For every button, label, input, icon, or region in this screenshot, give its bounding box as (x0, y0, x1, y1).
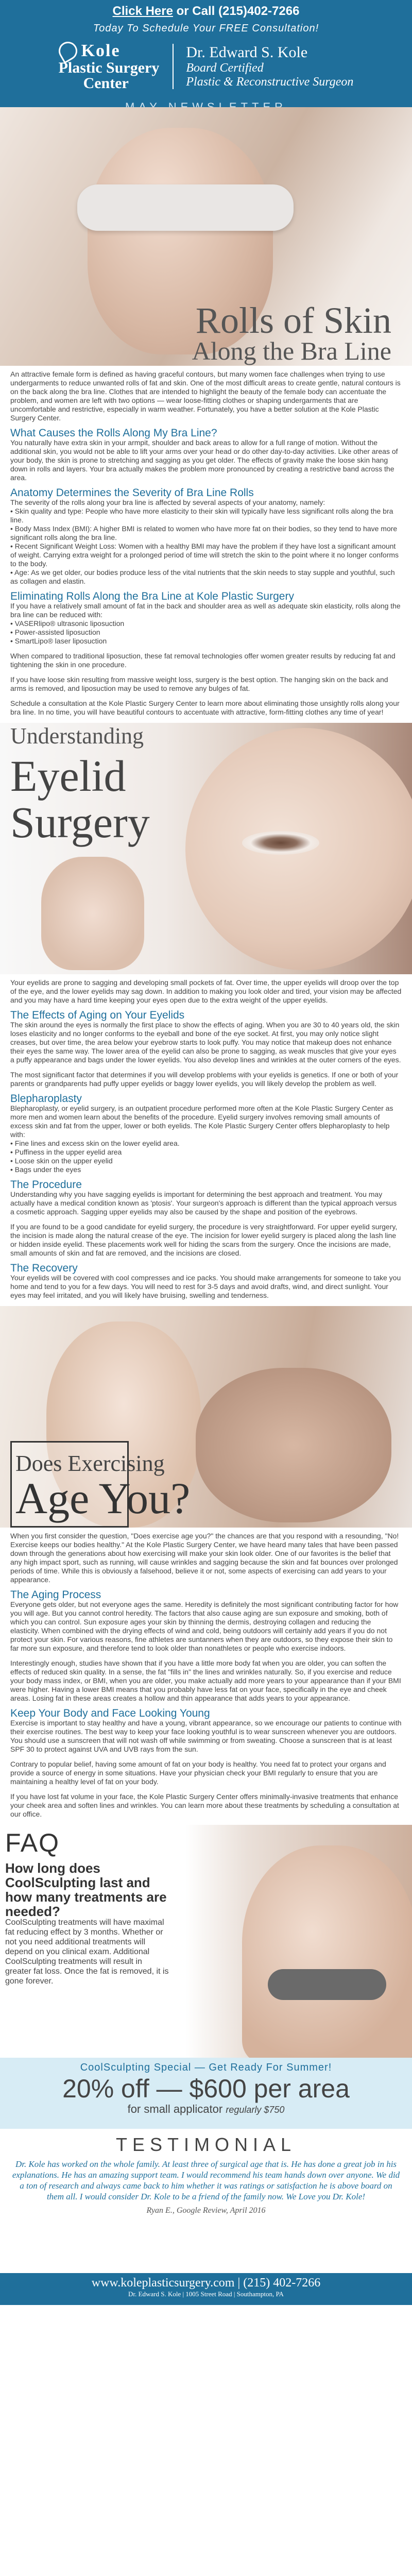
hero1-subtitle: Along the Bra Line (192, 336, 391, 365)
testimonial-heading: TESTIMONIAL (115, 2134, 297, 2155)
anatomy-list (10, 507, 402, 586)
hero3-title: Age You? (15, 1473, 191, 1523)
section-heading: Anatomy Determines the Severity of Bra Line Rolls (10, 487, 254, 499)
list-item: • Age: As we get older, our bodies produce less of the vital nutrients that the skin needs to stay supple and youthful, such as collagen and elastin. (10, 568, 402, 586)
article-paragraph: Schedule a consultation at the Kole Plastic Surgery Center to learn more about eliminating those unsightly rolls along your bra line. In no time, you will have beautiful contours to accentuate with attractive, form-fitting clothes any time of year! (10, 699, 400, 716)
doctor-specialty: Plastic & Reconstructive Surgeon (186, 75, 354, 89)
hero2-kicker: Understanding (10, 723, 144, 749)
header (0, 0, 412, 107)
bikini-woman-photo (242, 1845, 412, 2058)
faq-question: How long does CoolSculpting last and how many treatments are needed? (5, 1860, 167, 1919)
list-item: • Loose skin on the upper eyelid (10, 1157, 402, 1165)
faq-section (0, 1825, 412, 2058)
list-item: • SmartLipo® laser liposuction (10, 637, 402, 646)
treatment-list (10, 619, 402, 646)
article-paragraph: Your eyelids are prone to sagging and developing small pockets of fat. Over time, the upper eyelids will droop over the top of the eye, and the lower eyelids may sag down. In addition to making you look older and tired, your vision may be affected and you may have a hard time keeping your eyes open due to the extra weight of the upper eyelids. (10, 978, 402, 1004)
eye-photo (242, 831, 319, 855)
list-item: • Puffiness in the upper eyelid area (10, 1148, 402, 1157)
bra-line-hero-image (0, 107, 412, 366)
testimonial-quote: Dr. Kole has worked on the whole family. At least three of surgical age that is. He has done a great job in his explanations. He has an amazing support team. I would recommend his team hands down over anyone. We did a ton of research and always came back to him whether it was ratings or satisfaction he is above board on them all. I would consider Dr. Kole to be a friend of the family now. We Love you Dr. Kole! (12, 2159, 400, 2201)
list-item: • Power-assisted liposuction (10, 628, 402, 637)
footer (0, 2273, 412, 2305)
section-heading: The Recovery (10, 1262, 78, 1274)
article-paragraph: You naturally have extra skin in your armpit, shoulder and back areas to allow for a full range of motion. Without the additional skin, you would not be able to lift your arms over your head or do other day-to-day activities. Like other areas of your body, the skin is prone to stretching and sagging as you get older. The effects of gravity make the loose skin hang down in rolls and layers. Your bra actually makes the problem more pronounced by creating a restrictive band across the area. (10, 438, 398, 482)
article-paragraph: Everyone gets older, but not everyone ages the same. Heredity is definitely the most significant contributing factor for how you will age. But you cannot control heredity. The factors that also cause aging are sun exposure and smoking, both of which you can control. Sun exposure ages your skin by thinning the dermis, destroying collagen and reducing the elasticity. When combined with the drying effects of wind and cold, being outdoors will certainly add years if you do not protect your skin. For various reasons, fine athletes are suntanners when they are outdoors, so they expose their skin to far more sun exposure, and therefore tend to look older than nonathletes or people who exercise indoors. (10, 1600, 399, 1652)
promo-regular-price: regularly $750 (226, 2105, 285, 2115)
doctor-credentials (173, 44, 353, 89)
article-paragraph: Exercise is important to stay healthy and have a young, vibrant appearance, so we encourage our patients to continue with their exercise routines. The best way to keep your face looking youthful is to wear sunscreen whenever you are outdoors. You should use a sunscreen that will not wash off while swimming or from sweating. Choose a sunscreen that is at least SPF 30 to protect against UVA and UVB rays from the sun. (10, 1719, 402, 1753)
logo-line-3: Center (83, 75, 129, 92)
list-item: • Bags under the eyes (10, 1165, 402, 1174)
list-item: • Recent Significant Weight Loss: Women with a healthy BMI may have the problem if they have lost a significant amount of weight. Carrying extra weight for a prolonged period of time will stretch the skin to the point where it no longer conforms to the body. (10, 542, 402, 568)
article-paragraph: The most significant factor that determines if you will develop problems with your eyelids is genetics. If one or both of your parents or grandparents had puffy upper eyelids or baggy lower eyelids, you will likely develop the problem as well. (10, 1071, 399, 1088)
hero2-title-line-2: Surgery (10, 798, 150, 847)
blepharoplasty-list (10, 1139, 402, 1174)
call-to-action-line (0, 0, 412, 19)
promo-details (0, 2103, 412, 2116)
faq-title: FAQ (5, 1828, 60, 1857)
testimonial-section (0, 2129, 412, 2273)
logo (59, 42, 160, 91)
article-paragraph: Contrary to popular belief, having some amount of fat on your body is healthy. You need fat to protect your organs and provide a source of energy in some situations. Have your physician check your BMI regularly to ensure that you are maintaining a healthy level of fat on your body. (10, 1760, 386, 1786)
article-paragraph: An attractive female form is defined as having graceful contours, but many women face challenges when trying to use undergarments to reduce unwanted rolls of fat and skin. One of the most difficult areas to create gentle, natural contours is on the back along the bra line. Clothes that are intended to highlight the beauty of the female body can accentuate the problem, and women are left with two options — wear loose-fitting clothes or shaping undergarments that are uncomfortable and restrictive, especially in warm weather. Fortunately, you have a better solution at the Kole Plastic Surgery Center. (10, 370, 401, 422)
list-item: • Skin quality and type: People who have more elasticity to their skin will typically have less significant rolls along the bra line. (10, 507, 402, 524)
logo-line-2: Plastic Surgery (58, 59, 160, 76)
section-heading: What Causes the Rolls Along My Bra Line? (10, 427, 217, 439)
section-heading: The Effects of Aging on Your Eyelids (10, 1009, 185, 1021)
article-paragraph: If you have loose skin resulting from massive weight loss, surgery is the best option. The hanging skin on the back and arms is removed, and liposuction may be used to remove any bulges of fat. (10, 675, 388, 692)
exercising-woman-photo (196, 1368, 391, 1522)
section-heading: The Aging Process (10, 1589, 101, 1601)
coolsculpting-promo[interactable] (0, 2058, 412, 2129)
article-paragraph: When you first consider the question, "Does exercise age you?" the chances are that you respond with a resounding, "No! Exercise keeps our bodies healthy." At the Kole Plastic Surgery Center, we have heard many tales that have been passed down through the generations about how exercising will make your skin look older. One of our favorites is the belief that any high impact sport, such as running, will cause wrinkles and sagging because the skin and fat bounces over prolonged periods of time. While this is obviously a falsehood, believe it or not, some aspects of exercising can add years to your appearance. (10, 1532, 399, 1584)
faq-answer: CoolSculpting treatments will have maximal fat reducing effect by 3 months. Whether or not you need additional treatments will depend on you clinical exam. Additional CoolSculpting treatments will result in greater fat loss. Once the fat is removed, it is gone forever. (5, 1918, 169, 1986)
footer-website-phone[interactable]: www.koleplasticsurgery.com | (215) 402-7266 (91, 2276, 321, 2290)
hand-photo (41, 857, 144, 970)
bikini-photo (268, 1969, 386, 2000)
section-heading: Eliminating Rolls Along the Bra Line at Kole Plastic Surgery (10, 590, 294, 602)
footer-address: Dr. Edward S. Kole | 1005 Street Road | Southampton, PA (128, 2290, 284, 2298)
article-paragraph: If you have a relatively small amount of fat in the back and shoulder area as well as adequate skin elasticity, rolls along the bra line can be reduced with: (10, 602, 401, 619)
hero2-title-line-1: Eyelid (10, 751, 126, 801)
eyelid-hero-image (0, 723, 412, 974)
section-heading: Keep Your Body and Face Looking Young (10, 1707, 210, 1719)
hero1-title: Rolls of Skin (195, 300, 391, 341)
hero3-kicker: Does Exercising (15, 1451, 165, 1476)
article-eyelid-surgery (0, 974, 412, 1300)
schedule-tagline: Today To Schedule Your FREE Consultation! (93, 23, 319, 34)
phone-text: or Call (215)402-7266 (173, 4, 300, 18)
article-paragraph: If you are found to be a good candidate for eyelid surgery, the procedure is very straightforward. For upper eyelid surgery, the incision is made along the natural crease of the eye. The incision for lower eyelid surgery is placed along the lash line or hidden inside eyelid. These placements work well for hiding the scars from the surgery. Once the incisions are made, small amounts of skin and fat are removed, and the incisions are closed. (10, 1223, 398, 1257)
article-paragraph: Blepharoplasty, or eyelid surgery, is an outpatient procedure performed more often at the Kole Plastic Surgery Center as more men and women learn about the benefits of the procedure. Eyelid surgery involves removing small amounts of excess skin and fat from the upper, lower or both eyelids. The Kole Plastic Surgery Center offers blepharoplasty to help with: (10, 1104, 393, 1139)
list-item: • Body Mass Index (BMI): A higher BMI is related to women who have more fat on their bodies, so they tend to have more significant rolls along the bra line. (10, 524, 402, 542)
doctor-name: Dr. Edward S. Kole (186, 44, 308, 61)
promo-applicator: for small applicator (127, 2103, 226, 2115)
brand-row (0, 42, 412, 91)
promo-headline: CoolSculpting Special — Get Ready For Summer! (80, 2062, 332, 2073)
list-item: • VASERlipo® ultrasonic liposuction (10, 619, 402, 628)
section-heading: Blepharoplasty (10, 1093, 82, 1105)
bra-band-photo (77, 184, 294, 231)
article-paragraph: The severity of the rolls along your bra line is affected by several aspects of your anatomy, namely: (10, 498, 325, 506)
article-paragraph: Interestingly enough, studies have shown that if you have a little more body fat when you are older, you can soften the effects of reduced skin quality. In a sense, the fat "fills in" the lines and wrinkles naturally. So, if you exercise and reduce your body mass index, or BMI, when you are older, you make actually add more years to your appearance than if your BMI were higher. Having a lower BMI means that you probably have less fat on your face, specifically in the eye and cheek areas. Losing fat in these areas creates a hollow and thin appearance that adds years to your appearance. (10, 1659, 401, 1702)
article-paragraph: Understanding why you have sagging eyelids is important for determining the best approach and treatment. You may actually have a medical condition known as 'ptosis'. Your surgeon's approach is different than the typical approach versus a cosmetic approach. Sagging upper eyelids may also be caused by the shape and position of the eyebrows. (10, 1190, 397, 1216)
doctor-certification: Board Certified (186, 61, 264, 75)
section-heading: The Procedure (10, 1179, 82, 1191)
article-paragraph: When compared to traditional liposuction, these fat removal technologies offer women greater results by reducing fat and tightening the skin in one procedure. (10, 652, 396, 669)
list-item: • Fine lines and excess skin on the lower eyelid area. (10, 1139, 402, 1148)
click-here-link[interactable]: Click Here (112, 4, 173, 18)
testimonial-byline: Ryan E., Google Review, April 2016 (146, 2206, 266, 2215)
article-exercise-aging (0, 1528, 412, 1819)
article-paragraph: If you have lost fat volume in your face, the Kole Plastic Surgery Center offers minimally-invasive treatments that enhance your cheek area and soften lines and wrinkles. You can learn more about these treatments by scheduling a consultation at our office. (10, 1792, 399, 1818)
promo-offer: 20% off — $600 per area (62, 2074, 350, 2103)
logo-line-1: Kole (81, 41, 121, 60)
article-bra-line (0, 366, 412, 717)
article-paragraph: The skin around the eyes is normally the first place to show the effects of aging. When you are 30 to 40 years old, the skin loses elasticity and no longer conforms to the eyeball and bone of the eye socket. At first, you may only notice slight creases, but over time, the area below your eyebrow starts to look puffy. You may notice that makeup does not enhance their eyes the same way. The lower area of the eyelid can also be prone to sagging, as weak muscles that give your eyes a puffy appearance and bags under the lower eyelids. You also develop lines and wrinkles at the outer corners of the eyes. (10, 1021, 401, 1064)
exercise-hero-image (0, 1306, 412, 1528)
article-paragraph: Your eyelids will be covered with cool compresses and ice packs. You should make arrangements for someone to take you home and tend to you for a few days. You will need to rest for 3-5 days and avoid drafts, wind, and direct sunlight. Your eyes may feel irritated, and you will likely have bruising, swelling and tenderness. (10, 1274, 401, 1299)
